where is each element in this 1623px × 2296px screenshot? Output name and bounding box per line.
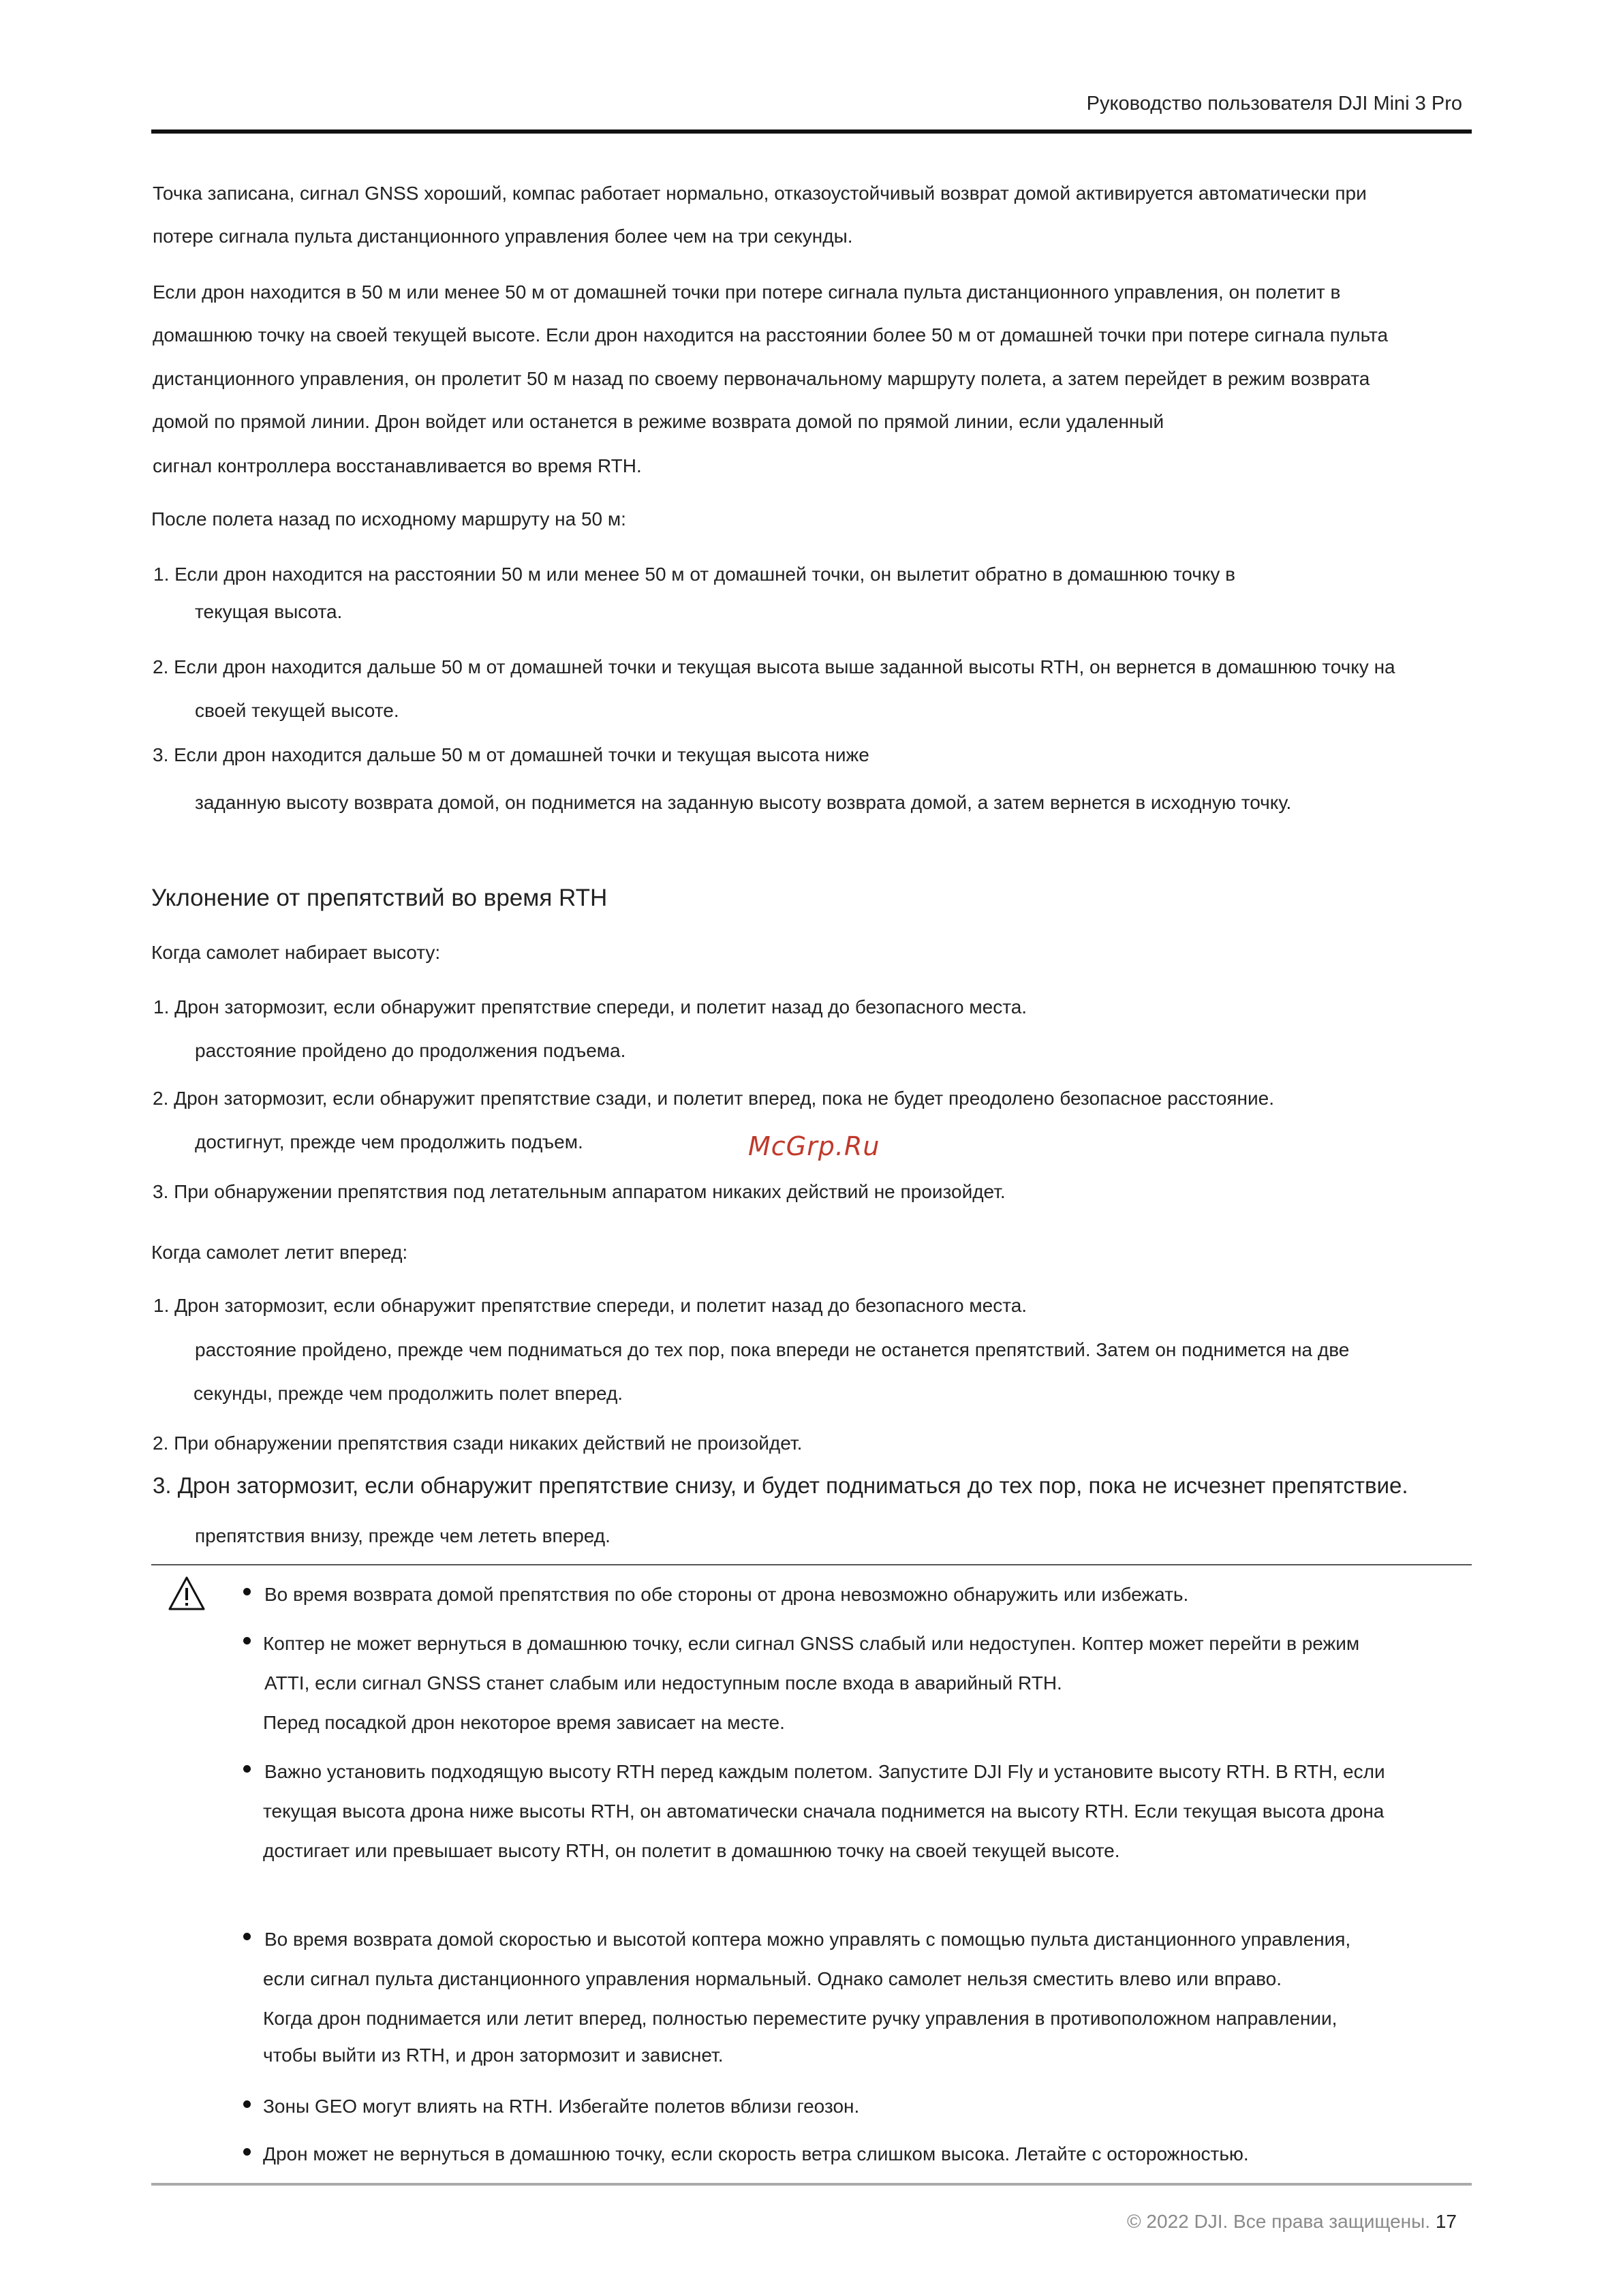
footer-rule xyxy=(151,2183,1472,2186)
section-heading: Уклонение от препятствий во время RTH xyxy=(151,885,608,911)
warning-item: Во время возврата домой препятствия по обе стороны от дрона невозможно обнаружить или избежать. xyxy=(264,1584,1189,1605)
paragraph-line: домой по прямой линии. Дрон войдет или останется в режиме возврата домой по прямой линии, если удаленный xyxy=(153,411,1164,432)
bullet-dot xyxy=(243,2148,251,2156)
list-item-continuation: заданную высоту возврата домой, он поднимется на заданную высоту возврата домой, а затем вернется в исходную точку. xyxy=(195,792,1292,813)
list-item: 1. Если дрон находится на расстоянии 50 м или менее 50 м от домашней точки, он вылетит обратно в домашнюю точку в xyxy=(153,564,1236,585)
running-header: Руководство пользователя DJI Mini 3 Pro xyxy=(1086,93,1462,114)
paragraph-line: Точка записана, сигнал GNSS хороший, компас работает нормально, отказоустойчивый возврат домой активируется автоматически при xyxy=(153,183,1367,204)
list-item-continuation: текущая высота. xyxy=(195,601,343,622)
list-item-continuation: препятствия внизу, прежде чем лететь вперед. xyxy=(195,1525,610,1546)
paragraph-line: дистанционного управления, он пролетит 50 м назад по своему первоначальному маршруту полета, а затем перейдет в режим возврата xyxy=(153,368,1370,389)
page-footer xyxy=(1127,2211,1457,2233)
list-item: 3. При обнаружении препятствия под летательным аппаратом никаких действий не произойдет. xyxy=(153,1181,1006,1202)
list-item-continuation: расстояние пройдено до продолжения подъема. xyxy=(195,1040,626,1061)
paragraph-line: сигнал контроллера восстанавливается во время RTH. xyxy=(153,455,642,476)
bullet-dot xyxy=(243,1765,251,1773)
warning-item-continuation: ATTI, если сигнал GNSS станет слабым или недоступным после входа в аварийный RTH. xyxy=(264,1672,1062,1694)
list-item-continuation: расстояние пройдено, прежде чем подниматься до тех пор, пока впереди не останется препятствий. Затем он поднимется на две xyxy=(195,1339,1350,1360)
list-item: 3. Если дрон находится дальше 50 м от домашней точки и текущая высота ниже xyxy=(153,744,869,765)
list-item-continuation: секунды, прежде чем продолжить полет вперед. xyxy=(194,1383,623,1404)
warning-item-continuation: Перед посадкой дрон некоторое время зависает на месте. xyxy=(263,1712,785,1733)
list-item: 1. Дрон затормозит, если обнаружит препятствие спереди, и полетит назад до безопасного места. xyxy=(153,1295,1027,1316)
subsection-intro: Когда самолет летит вперед: xyxy=(151,1242,408,1263)
paragraph-line: потере сигнала пульта дистанционного управления более чем на три секунды. xyxy=(153,226,853,247)
warning-item: Дрон может не вернуться в домашнюю точку, если скорость ветра слишком высока. Летайте с осторожностью. xyxy=(263,2143,1249,2164)
list-item: 2. Дрон затормозит, если обнаружит препятствие сзади, и полетит вперед, пока не будет преодолено безопасное расстояние. xyxy=(153,1088,1274,1109)
warning-triangle-icon xyxy=(168,1576,206,1611)
list-item: 2. Если дрон находится дальше 50 м от домашней точки и текущая высота выше заданной высоты RTH, он вернется в домашнюю точку на xyxy=(153,656,1395,677)
warning-item-continuation: текущая высота дрона ниже высоты RTH, он автоматически сначала поднимется на высоту RTH. Если текущая высота дрона xyxy=(263,1801,1385,1822)
list-item: 1. Дрон затормозит, если обнаружит препятствие спереди, и полетит назад до безопасного места. xyxy=(153,996,1027,1017)
header-rule xyxy=(151,129,1472,134)
warning-item: Зоны GEO могут влиять на RTH. Избегайте полетов вблизи геозон. xyxy=(263,2096,860,2117)
bullet-dot xyxy=(243,1588,251,1595)
list-item-continuation: своей текущей высоте. xyxy=(195,700,399,721)
warning-item-continuation: достигает или превышает высоту RTH, он полетит в домашнюю точку на своей текущей высоте. xyxy=(263,1840,1120,1861)
warning-item-continuation: чтобы выйти из RTH, и дрон затормозит и зависнет. xyxy=(263,2045,724,2066)
warning-item-continuation: если сигнал пульта дистанционного управления нормальный. Однако самолет нельзя сместить влево или вправо. xyxy=(263,1968,1282,1989)
warning-item-continuation: Когда дрон поднимается или летит вперед, полностью переместите ручку управления в противоположном направлении, xyxy=(263,2008,1338,2029)
bullet-dot xyxy=(243,1637,251,1644)
copyright-text: © 2022 DJI. Все права защищены. xyxy=(1127,2211,1431,2232)
list-item: 3. Дрон затормозит, если обнаружит препятствие снизу, и будет подниматься до тех пор, пока не исчезнет препятствие. xyxy=(153,1473,1408,1498)
notes-rule xyxy=(151,1564,1472,1565)
warning-item: Важно установить подходящую высоту RTH перед каждым полетом. Запустите DJI Fly и установите высоту RTH. В RTH, если xyxy=(264,1761,1385,1782)
paragraph-line: Если дрон находится в 50 м или менее 50 м от домашней точки при потере сигнала пульта дистанционного управления, он полетит в xyxy=(153,281,1341,303)
watermark: McGrp.Ru xyxy=(748,1131,880,1161)
list-item-continuation: достигнут, прежде чем продолжить подъем. xyxy=(195,1131,583,1152)
paragraph-line: домашнюю точку на своей текущей высоте. Если дрон находится на расстоянии более 50 м от домашней точки при потере сигнала пульта xyxy=(153,324,1389,346)
warning-item: Во время возврата домой скоростью и высотой коптера можно управлять с помощью пульта дистанционного управления, xyxy=(264,1929,1351,1950)
subsection-intro: Когда самолет набирает высоту: xyxy=(151,942,441,963)
paragraph-line: После полета назад по исходному маршруту на 50 м: xyxy=(151,508,626,530)
warning-item: Коптер не может вернуться в домашнюю точку, если сигнал GNSS слабый или недоступен. Коптер может перейти в режим xyxy=(263,1633,1360,1654)
bullet-dot xyxy=(243,1933,251,1940)
list-item: 2. При обнаружении препятствия сзади никаких действий не произойдет. xyxy=(153,1433,803,1454)
bullet-dot xyxy=(243,2100,251,2108)
page-number: 17 xyxy=(1435,2211,1457,2232)
